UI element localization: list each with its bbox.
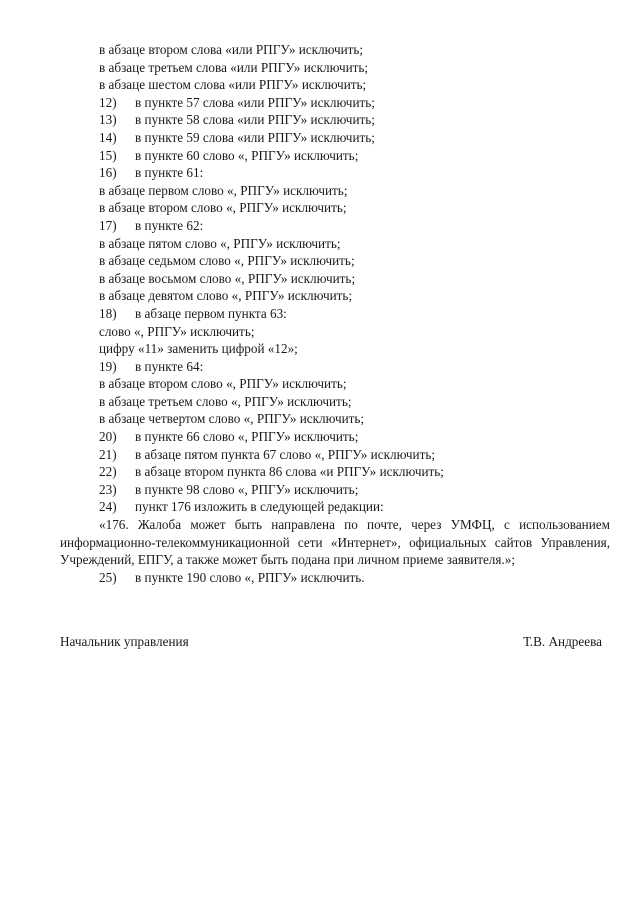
item-text: в абзаце третьем слова «или РПГУ» исключить;	[99, 59, 369, 75]
signatory-name: Т.В. Андреева	[523, 634, 602, 649]
item-text: в пункте 60 слово «, РПГУ» исключить;	[135, 147, 359, 163]
amendment-item	[60, 358, 610, 376]
item-text: в абзаце первом слово «, РПГУ» исключить;	[99, 182, 348, 198]
item-text: в пункте 190 слово «, РПГУ» исключить.	[135, 569, 365, 585]
item-text: слово «, РПГУ» исключить;	[99, 323, 255, 339]
item-text: цифру «11» заменить цифрой «12»;	[99, 341, 298, 357]
item-text: в пункте 57 слова «или РПГУ» исключить;	[135, 94, 375, 110]
amendment-item	[60, 305, 610, 323]
item-text: в пункте 62:	[135, 217, 204, 233]
item-text: в абзаце втором пункта 86 слова «и РПГУ» исключить;	[135, 464, 444, 480]
item-number: 23)	[99, 481, 117, 497]
item-number: 13)	[99, 112, 117, 128]
amendment-item	[60, 111, 610, 129]
amendment-item	[60, 94, 610, 112]
amendment-subitem	[60, 393, 610, 411]
item-text: в пункте 58 слова «или РПГУ» исключить;	[135, 112, 375, 128]
item-text: в абзаце втором слово «, РПГУ» исключить;	[99, 376, 347, 392]
amendment-item-25	[60, 569, 610, 587]
item-text: в абзаце шестом слова «или РПГУ» исключить;	[99, 77, 367, 93]
item-number: 17)	[99, 217, 117, 233]
amendment-subitem	[60, 410, 610, 428]
amendment-subitem	[60, 252, 610, 270]
amendment-subitem	[60, 59, 610, 77]
signatory-position: Начальник управления	[60, 634, 189, 649]
item-text: пункт 176 изложить в следующей редакции:	[135, 499, 384, 515]
item-text: в абзаце третьем слово «, РПГУ» исключить;	[99, 393, 352, 409]
amendment-subitem	[60, 41, 610, 59]
quoted-paragraph-176: «176. Жалоба может быть направлена по почте, через УМФЦ, с использованием информационно-телекоммуникационной сети «Интернет», официальных сайтов Управления, Учреждений, ЕПГУ, а также может быть подана при личном приеме заявителя.»;	[60, 517, 610, 568]
item-text: в пункте 98 слово «, РПГУ» исключить;	[135, 481, 359, 497]
amendment-subitem	[60, 287, 610, 305]
item-text: в абзаце четвертом слово «, РПГУ» исключить;	[99, 411, 365, 427]
item-text: в пункте 61:	[135, 165, 204, 181]
item-number: 25)	[99, 569, 117, 585]
item-text: в абзаце пятом пункта 67 слово «, РПГУ» исключить;	[135, 446, 436, 462]
item-text: в абзаце девятом слово «, РПГУ» исключить;	[99, 288, 353, 304]
item-text: в пункте 64:	[135, 358, 204, 374]
item-text: в пункте 66 слово «, РПГУ» исключить;	[135, 429, 359, 445]
document-body	[60, 41, 610, 586]
amendment-item	[60, 129, 610, 147]
item-text: в пункте 59 слова «или РПГУ» исключить;	[135, 129, 375, 145]
amendment-item	[60, 498, 610, 516]
item-number: 21)	[99, 446, 117, 462]
amendment-subitem	[60, 375, 610, 393]
item-number: 18)	[99, 305, 117, 321]
item-number: 16)	[99, 165, 117, 181]
amendment-item	[60, 446, 610, 464]
item-text: в абзаце втором слово «, РПГУ» исключить;	[99, 200, 347, 216]
item-number: 19)	[99, 358, 117, 374]
item-text: в абзаце втором слова «или РПГУ» исключить;	[99, 42, 364, 57]
item-text: в абзаце восьмом слово «, РПГУ» исключить;	[99, 270, 356, 286]
amendment-subitem	[60, 323, 610, 341]
amendment-subitem	[60, 182, 610, 200]
item-number: 22)	[99, 464, 117, 480]
item-text: в абзаце седьмом слово «, РПГУ» исключить;	[99, 253, 355, 269]
item-number: 14)	[99, 129, 117, 145]
item-text: в абзаце пятом слово «, РПГУ» исключить;	[99, 235, 341, 251]
amendment-subitem	[60, 270, 610, 288]
amendment-item	[60, 428, 610, 446]
item-number: 15)	[99, 147, 117, 163]
item-number: 20)	[99, 429, 117, 445]
amendment-item	[60, 463, 610, 481]
amendment-subitem	[60, 235, 610, 253]
item-number: 24)	[99, 499, 117, 515]
item-number: 12)	[99, 94, 117, 110]
amendment-item	[60, 147, 610, 165]
amendment-item	[60, 217, 610, 235]
amendment-list	[60, 41, 610, 516]
amendment-item	[60, 164, 610, 182]
amendment-subitem	[60, 340, 610, 358]
amendment-subitem	[60, 199, 610, 217]
amendment-subitem	[60, 76, 610, 94]
amendment-item	[60, 481, 610, 499]
item-text: в абзаце первом пункта 63:	[135, 305, 287, 321]
signature-block	[60, 633, 602, 651]
